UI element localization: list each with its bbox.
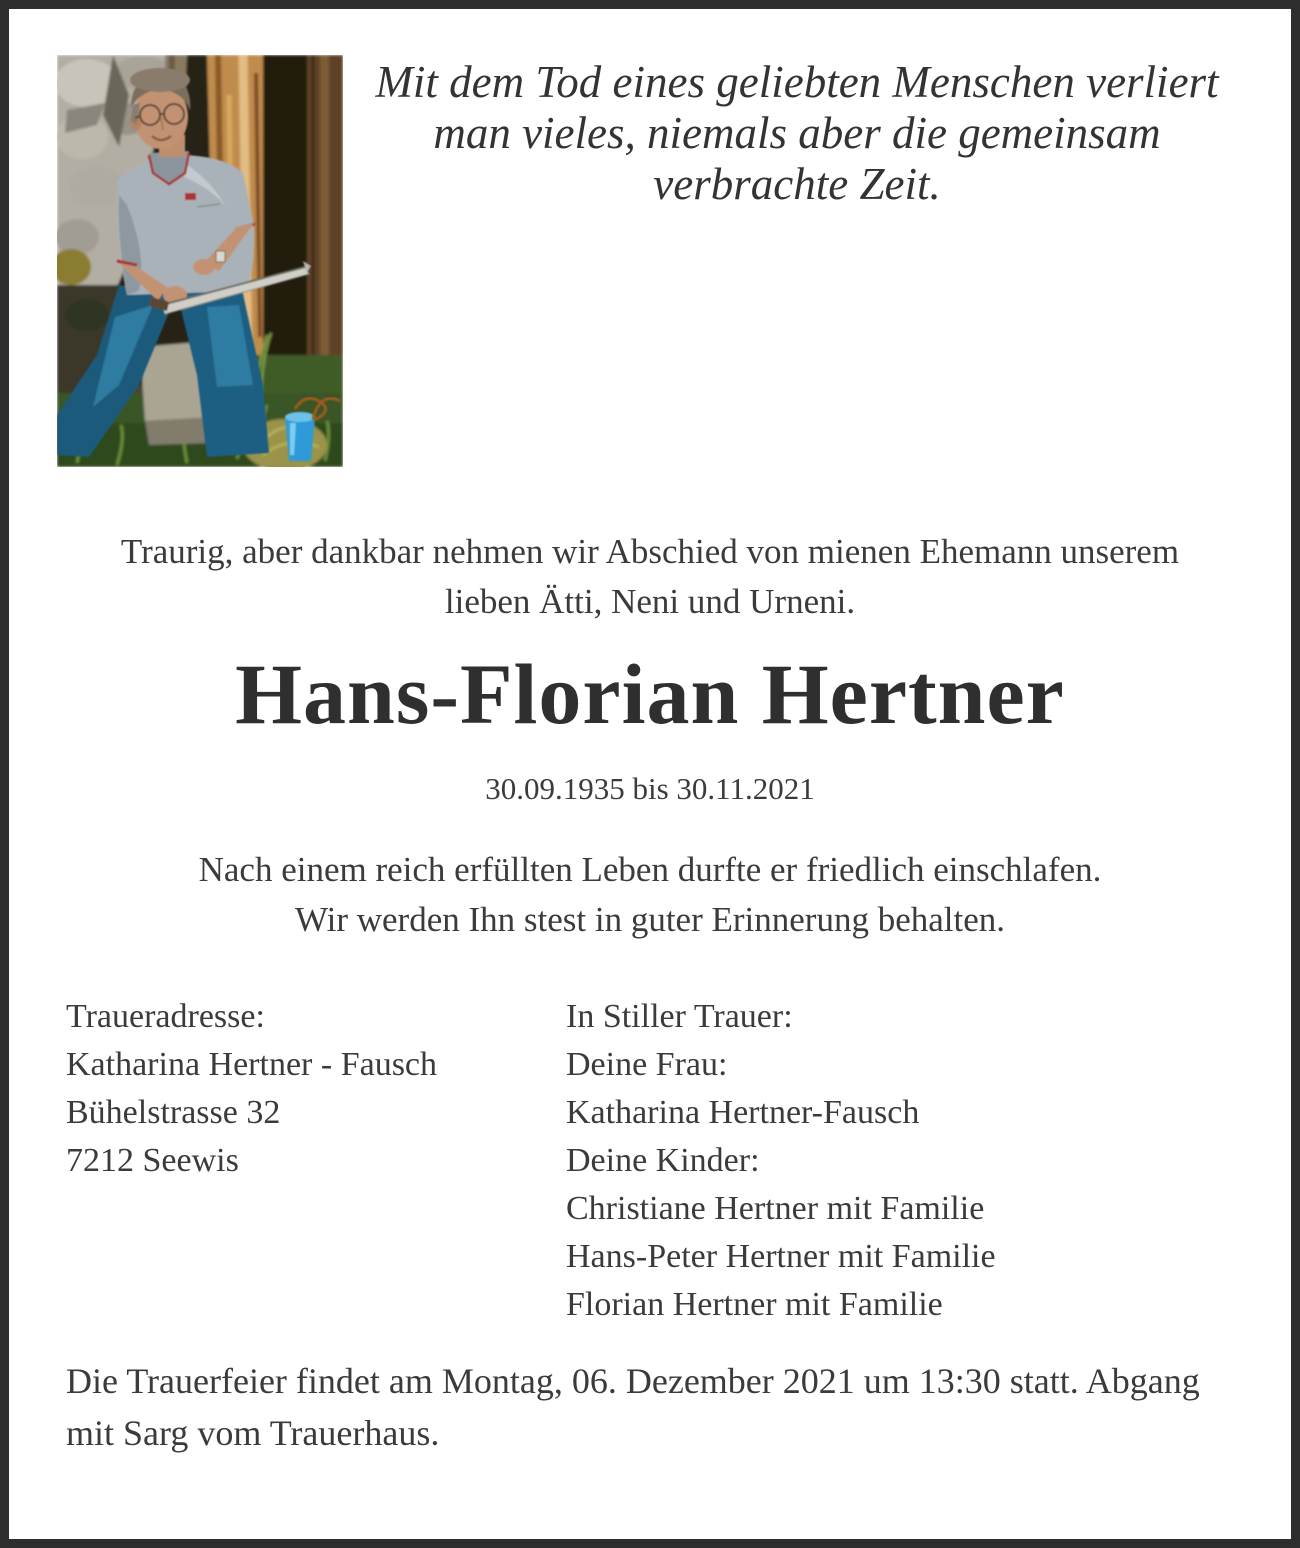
- address-line: Bühelstrasse 32: [66, 1094, 281, 1131]
- farewell-line: Nach einem reich erfüllten Leben durfte er friedlich einschlafen.: [198, 850, 1102, 889]
- intro-text: [39, 527, 1261, 627]
- deceased-name: Hans-Florian Hertner: [235, 646, 1065, 742]
- portrait-photo-illustration: [57, 55, 343, 467]
- funeral-details: [66, 1355, 1235, 1459]
- mourning-address-section: [66, 993, 566, 1329]
- intro-line: Traurig, aber dankbar nehmen wir Abschied von mienen Ehemann unserem: [120, 532, 1180, 571]
- quote-line: man vieles, niemals aber die gemeinsam: [433, 108, 1161, 158]
- mourner-line: Florian Hertner mit Familie: [566, 1286, 943, 1323]
- address-line: Katharina Hertner - Fausch: [66, 1046, 438, 1083]
- life-dates: 30.09.1935 bis 30.11.2021: [485, 771, 815, 806]
- farewell-message: [39, 845, 1261, 945]
- address-line: 7212 Seewis: [66, 1142, 239, 1179]
- memorial-quote: [343, 55, 1251, 467]
- mourner-line: Katharina Hertner-Fausch: [566, 1094, 920, 1131]
- quote-line: Mit dem Tod eines geliebten Menschen verliert: [375, 57, 1219, 107]
- header-section: [57, 55, 1251, 467]
- mourners-title: In Stiller Trauer:: [566, 998, 793, 1035]
- mourners-section: [566, 993, 1251, 1329]
- portrait-photo: [57, 55, 343, 467]
- funeral-line: mit Sarg vom Trauerhaus.: [66, 1413, 440, 1453]
- mourner-line: Hans-Peter Hertner mit Familie: [566, 1238, 996, 1275]
- blue-cup: [285, 412, 315, 461]
- farewell-line: Wir werden Ihn stest in guter Erinnerung behalten.: [294, 900, 1006, 939]
- intro-line: lieben Ätti, Neni und Urneni.: [444, 582, 856, 621]
- mourner-line: Deine Frau:: [566, 1046, 728, 1083]
- quote-line: verbrachte Zeit.: [653, 159, 941, 209]
- mourning-address-title: Traueradresse:: [66, 998, 265, 1035]
- mourner-line: Deine Kinder:: [566, 1142, 760, 1179]
- mourner-line: Christiane Hertner mit Familie: [566, 1190, 985, 1227]
- funeral-line: Die Trauerfeier findet am Montag, 06. Dezember 2021 um 13:30 statt. Abgang: [66, 1361, 1200, 1401]
- contact-and-mourners: [66, 993, 1251, 1329]
